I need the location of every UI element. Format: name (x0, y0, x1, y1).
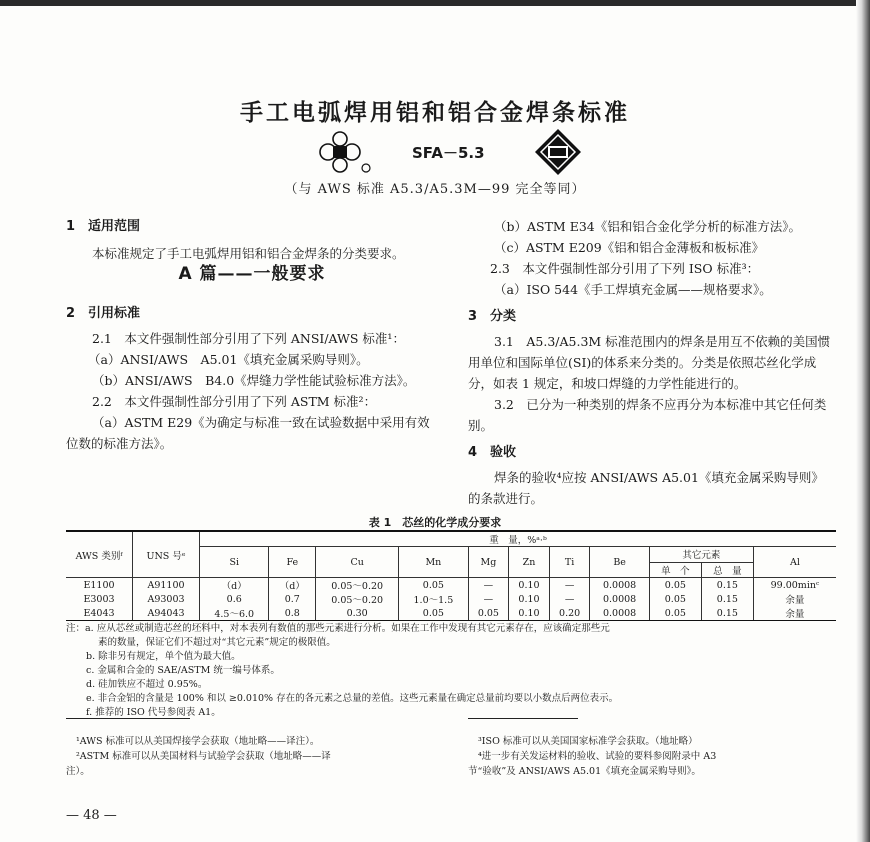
footnote-rule-left (66, 718, 190, 719)
cell-value: （d） (269, 578, 316, 593)
cell-value: 0.15 (701, 592, 753, 606)
cell-value: 0.0008 (590, 606, 649, 621)
table-row (66, 592, 836, 606)
cell-value: 0.05 (468, 606, 509, 621)
col-header-weight: 重 量，%ᵃ·ᵇ (200, 531, 837, 547)
col-header-element: Mg (468, 547, 509, 578)
document-title: 手工电弧焊用铝和铝合金焊条标准 (240, 100, 630, 126)
cell-value: 0.05 (399, 578, 468, 593)
item-2-2-a: （a）ASTM E29《为确定与标准一致在试验数据中采用有效位数的标准方法》。 (66, 415, 430, 451)
cell-value: — (549, 578, 590, 593)
note-f: f. 推荐的 ISO 代号参阅表 A1。 (86, 707, 221, 718)
col-header-aws: AWS 类别ᶠ (66, 531, 133, 578)
cell-value: 余量 (753, 606, 836, 621)
standard-code: SFA－5.3 (412, 144, 485, 162)
para-3-1: 3.1 A5.3/A5.3M 标准范围内的焊条是用互不依赖的美国惯用单位和国际单位(SI)的体系来分类的。分类是依照芯丝化学成分，如表 1 规定，和坡口焊缝的力学性能进行的。 (468, 334, 831, 391)
cell-value: （d） (200, 578, 269, 593)
aws-logo-icon (318, 130, 374, 174)
para-3-2: 3.2 已分为一种类别的焊条不应再分为本标准中其它任何类别。 (468, 397, 827, 433)
scan-edge-top (0, 0, 870, 6)
cell-aws: E3003 (83, 593, 115, 605)
footnote-2-continued: 注）。 (66, 766, 90, 777)
cell-uns: A94043 (133, 606, 200, 621)
cell-aws: E1100 (83, 579, 115, 591)
cell-value: 4.5～6.0 (200, 606, 269, 621)
footnote-4-continued: 节“验收”及 ANSI/AWS A5.01《填充金属采购导则》。 (468, 766, 701, 777)
para-2-1: 2.1 本文件强制性部分引用了下列 ANSI/AWS 标准¹： (92, 331, 405, 346)
footnotes-left (66, 734, 426, 779)
para-4: 焊条的验收⁴应按 ANSI/AWS A5.01《填充金属采购导则》的条款进行。 (468, 470, 824, 506)
cell-value: 0.05 (399, 606, 468, 621)
footnotes-right (468, 734, 828, 779)
cell-value: 0.6 (200, 592, 269, 606)
cell-value: 0.10 (509, 606, 550, 621)
table-notes (66, 622, 836, 720)
cell-value: 0.15 (701, 606, 753, 621)
col-header-total: 总 量 (701, 562, 753, 578)
cell-uns: A93003 (133, 592, 200, 606)
note-a: 注：a. 应从芯丝或制造芯丝的坯料中，对本表列有数值的那些元素进行分析。如果在工作中发现有其它元素存在，应该确定那些元 (66, 623, 610, 634)
cell-value: 余量 (753, 592, 836, 606)
col-header-uns: UNS 号ᵉ (133, 531, 200, 578)
table-caption: 表 1 芯丝的化学成分要求 (368, 516, 502, 529)
cell-value: 0.05～0.20 (316, 578, 399, 593)
table-row (66, 606, 836, 621)
footnote-rule-right (468, 718, 578, 719)
cell-value: 0.0008 (590, 592, 649, 606)
note-a-continued: 素的数量，保证它们不超过对“其它元素”规定的极限值。 (98, 637, 336, 648)
cell-value: 0.05 (649, 592, 701, 606)
item-2-2-b: （b）ASTM E34《铝和铝合金化学分析的标准方法》。 (494, 219, 801, 234)
section-3-heading: 3 分类 (468, 309, 517, 324)
cell-value: 0.8 (269, 606, 316, 621)
right-column (468, 216, 836, 509)
cell-value: 0.05 (649, 606, 701, 621)
cell-value: — (468, 592, 509, 606)
para-2-3: 2.3 本文件强制性部分引用了下列 ISO 标准³： (490, 261, 760, 276)
item-2-1-a: （a）ANSI/AWS A5.01《填充金属采购导则》。 (88, 352, 369, 367)
part-a-title: A 篇——一般要求 (178, 264, 326, 284)
page-number: — 48 — (66, 808, 117, 823)
cell-value: 0.0008 (590, 578, 649, 593)
cell-value: — (468, 578, 509, 593)
cell-value: 0.05 (649, 578, 701, 593)
section-1-heading: 1 适用范围 (66, 219, 141, 234)
col-header-element: Fe (269, 547, 316, 578)
diamond-seal-icon (534, 128, 582, 176)
footnote-4: ⁴进一步有关发运材料的验收、试验的要料参阅附录中 A3 (478, 751, 717, 762)
note-d: d. 硅加铁应不超过 0.95%。 (86, 679, 208, 690)
cell-value: 99.00minᶜ (753, 578, 836, 593)
cell-value: 0.20 (549, 606, 590, 621)
col-header-element: Zn (509, 547, 550, 578)
col-header-element: Be (590, 547, 649, 578)
item-2-1-b: （b）ANSI/AWS B4.0《焊缝力学性能试验标准方法》。 (92, 373, 416, 388)
col-header-other: 其它元素 (649, 547, 753, 563)
equivalence-subtitle: （与 AWS 标准 A5.3/A5.3M—99 完全等同） (284, 182, 586, 197)
cell-value: 0.30 (316, 606, 399, 621)
footnote-1: ¹AWS 标准可以从美国焊接学会获取（地址略——译注）。 (76, 736, 320, 747)
cell-value: 1.0～1.5 (399, 592, 468, 606)
cell-value: 0.10 (509, 578, 550, 593)
cell-value: — (549, 592, 590, 606)
cell-value: 0.7 (269, 592, 316, 606)
cell-value: 0.10 (509, 592, 550, 606)
note-e: e. 非合金铝的含量是 100% 和以 ≥0.010% 存在的各元素之总量的差值。这些元素量在确定总量前均要以小数点后两位表示。 (86, 693, 619, 704)
logo-row (0, 128, 870, 178)
col-header-element: Cu (316, 547, 399, 578)
cell-aws: E4043 (66, 606, 133, 621)
col-header-element: Mn (399, 547, 468, 578)
para-2-2: 2.2 本文件强制性部分引用了下列 ASTM 标准²： (92, 394, 377, 409)
cell-uns: A91100 (133, 578, 200, 593)
section-4-heading: 4 验收 (468, 445, 517, 460)
note-c: c. 金属和合金的 SAE/ASTM 统一编号体系。 (86, 665, 280, 676)
footnote-3: ³ISO 标准可以从美国国家标准学会获取。（地址略） (478, 736, 698, 747)
section-1-body: 本标准规定了手工电弧焊用铝和铝合金焊条的分类要求。 (92, 246, 405, 261)
cell-value: 0.15 (701, 578, 753, 593)
chemical-composition-table (66, 530, 836, 621)
footnote-2: ²ASTM 标准可以从美国材料与试验学会获取（地址略——译 (76, 751, 331, 762)
cell-value: 0.05～0.20 (316, 592, 399, 606)
left-column (66, 216, 438, 454)
col-header-element: Si (200, 547, 269, 578)
section-2-heading: 2 引用标准 (66, 306, 141, 321)
col-header-single: 单 个 (649, 562, 701, 578)
item-2-3-a: （a）ISO 544《手工焊填充金属——规格要求》。 (494, 282, 772, 297)
col-header-element: Ti (549, 547, 590, 578)
item-2-2-c: （c）ASTM E209《铝和铝合金薄板和板标准》 (494, 240, 765, 255)
table-row (66, 578, 836, 593)
col-header-al: Al (753, 547, 836, 578)
note-b: b. 除非另有规定，单个值为最大值。 (86, 651, 241, 662)
